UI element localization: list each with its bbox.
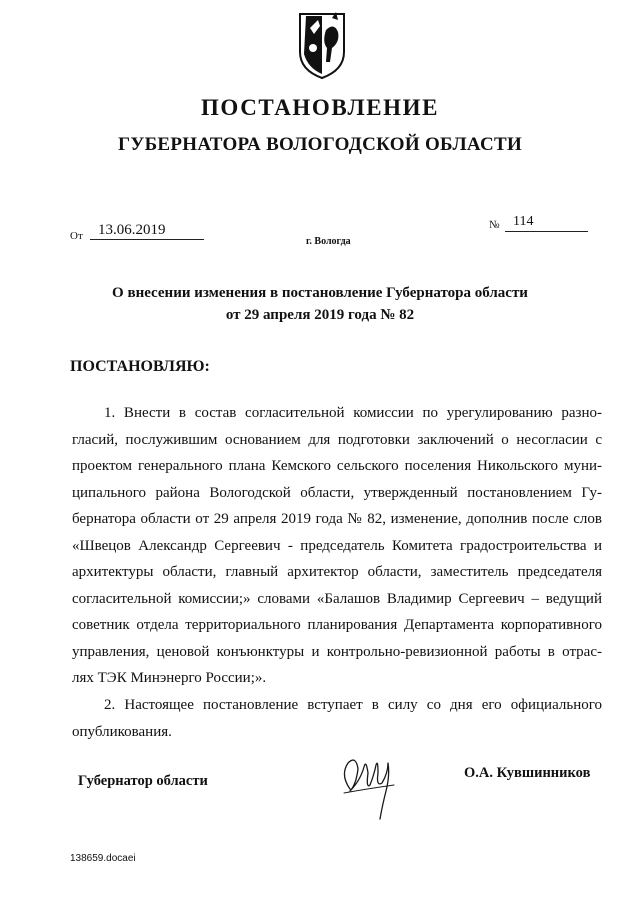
subject-line: О внесении изменения в постановление Губернатора области (112, 285, 528, 301)
handwritten-signature (336, 745, 414, 823)
city-label: г. Вологда (306, 236, 351, 247)
document-date: 13.06.2019 (90, 221, 204, 240)
text-line: архитектуры области, главный архитектор области, заместитель председателя (72, 564, 602, 580)
decree-heading: ПОСТАНОВЛЯЮ: (70, 358, 210, 375)
text-line: 1. Внести в состав согласительной комиссии по урегулированию разно- (104, 405, 602, 421)
document-title: ПОСТАНОВЛЕНИЕ (200, 95, 440, 120)
text-line: согласительной комиссии;» словами «Балашов Владимир Сергеевич – ведущий (72, 590, 602, 607)
paragraph-2 (72, 692, 602, 745)
text-line: управления, ценовой конъюнктуры и контрольно-ревизионной работы в отрас- (72, 643, 602, 660)
text-line: ципального района Вологодской области, утвержденный постановлением Гу- (72, 484, 602, 501)
signatory-position: Губернатор области (78, 773, 208, 789)
document-subject (0, 282, 640, 326)
document-subtitle: ГУБЕРНАТОРА ВОЛОГОДСКОЙ ОБЛАСТИ (117, 134, 523, 155)
text-line: гласий, послужившим основанием для подготовки заключений о несогласии с (72, 431, 602, 448)
document-number: 114 (505, 213, 588, 232)
text-line: проектом генерального плана Кемского сельского поселения Никольского муни- (72, 458, 602, 474)
signatory-name: О.А. Кувшинников (464, 765, 591, 781)
subject-line: от 29 апреля 2019 года № 82 (225, 307, 415, 323)
text-line: «Швецов Александр Сергеевич - председатель Комитета градостроительства и (72, 537, 602, 554)
text-line: опубликования. (72, 723, 172, 740)
paragraph-1 (72, 400, 602, 692)
text-line: 2. Настоящее постановление вступает в силу со дня его официального (104, 697, 602, 713)
coat-of-arms-emblem (296, 8, 348, 80)
date-prefix: От (70, 230, 83, 242)
text-line: бернатора области от 29 апреля 2019 года № 82, изменение, дополнив после слов (72, 511, 602, 527)
document-file-id: 138659.docaei (70, 853, 136, 864)
text-line: советник отдела территориального планирования Департамента корпоративного (72, 617, 602, 633)
number-prefix: № (489, 219, 500, 231)
text-line: лях ТЭК Минэнерго России;». (72, 670, 267, 686)
